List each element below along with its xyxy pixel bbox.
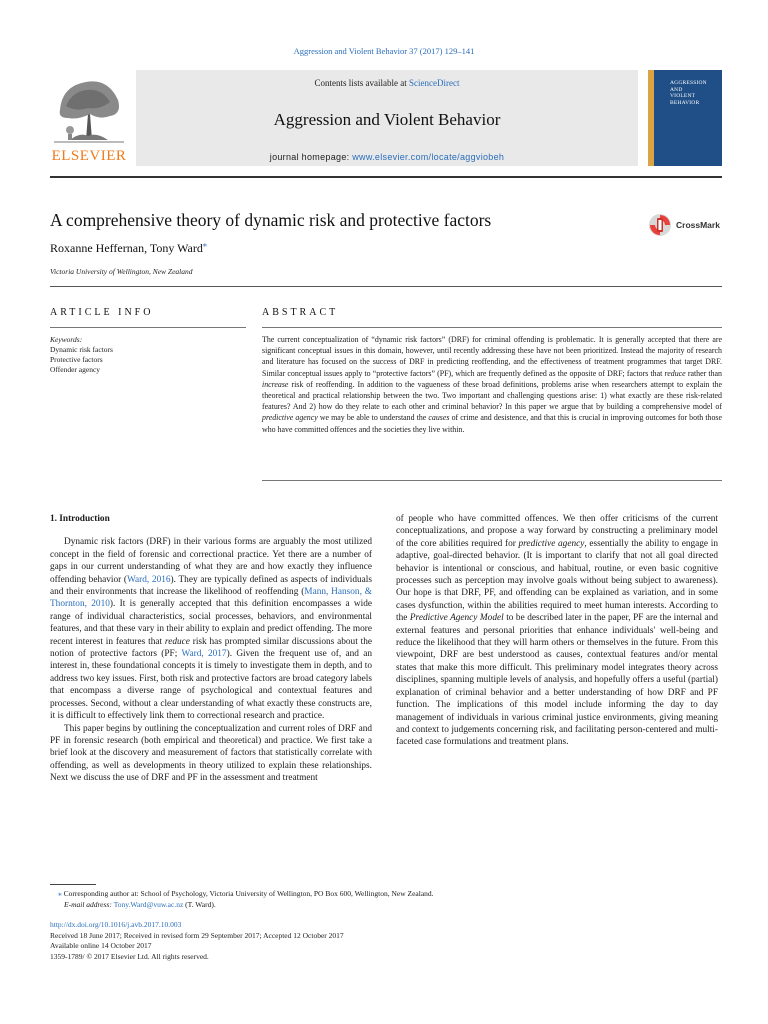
citation-link[interactable]: Mann, Hanson, & Thornton, 2010	[50, 587, 372, 610]
abstract-rule	[262, 327, 722, 328]
abstract-segment: of crime and desistence, and that this is crucial in improving outcomes for both those who have committed offences and the societies they live within.	[262, 413, 722, 434]
crossmark-icon	[648, 212, 672, 238]
body-text: risk has prompted similar discussions about the notion of protective factors (PF;	[50, 636, 372, 660]
elsevier-wordmark: ELSEVIER	[51, 148, 127, 164]
abstract-emphasis: causes	[428, 413, 450, 423]
abstract-emphasis: increase	[262, 379, 289, 389]
body-paragraph	[396, 513, 718, 749]
body-text: , essentially the ability to engage in adaptive, goal-directed behavior. (It is important to clarify that not all goal directed behavior is intentional or conscious, and habitual, routine, or even basic cognitive processes such as perception may involve goals without being subject to awareness). Our hope is that DRF, PF, and offending can be explained as variation, and in some cases dysfunction, within the abilities required to meet human interests. According to the	[396, 538, 718, 624]
citation-link[interactable]: Ward, 2016	[127, 574, 171, 585]
online-date: Available online 14 October 2017	[50, 941, 152, 950]
body-emphasis: reduce	[164, 636, 190, 647]
body-emphasis: Predictive Agency Model	[409, 613, 504, 624]
journal-homepage-line	[136, 152, 638, 162]
contents-prefix: Contents lists available at	[314, 78, 409, 88]
header-divider	[50, 286, 722, 287]
journal-cover-thumbnail[interactable]	[648, 70, 722, 166]
abstract-segment: risk of reoffending. In addition to the vagueness of these broad definitions, problems arise when researchers attempt to explain the theoretical and practical relationship between the two. Two important and challenging questions arise: 1) what exactly are these risk-related features? And 2) how do they relate to each other and criminal behavior? In this paper we argue that by building a comprehensive model of	[262, 379, 722, 412]
author-list	[50, 240, 207, 256]
authors-text: Roxanne Heffernan, Tony Ward	[50, 241, 203, 255]
elsevier-tree-icon	[50, 70, 128, 148]
body-paragraph: This paper begins by outlining the conceptualization and current roles of DRF and PF in forensic research (both empirical and theoretical) and practice. We first take a brief look at the discovery and measurement of factors that statistically correlate with offending, as well as developments in theory utilized to explain these relationships. Next we discuss the use of DRF and PF in the assessment and treatment	[50, 723, 372, 784]
copyright-line: 1359-1789/ © 2017 Elsevier Ltd. All rights reserved.	[50, 951, 209, 961]
keyword-item: Dynamic risk factors	[50, 345, 113, 354]
article-info-rule	[50, 327, 246, 328]
received-dates: Received 18 June 2017; Received in revised form 29 September 2017; Accepted 12 October 2017	[50, 930, 344, 940]
abstract-segment: The current conceptualization of “dynamic risk factors” (DRF) for criminal offending is problematic. It is generally accepted that there are significant conceptual issues in this domain, however, until recently addressing these have not been prioritized. Instead the majority of research and literature has focused on the success of DRF in predicting reoffending, and the effectiveness of treatment programmes that target DRF. Similar conceptual issues apply to “protective factors” (PF), which are frequently defined as the opposite of DRF; factors that	[262, 335, 722, 378]
abstract-text	[262, 334, 722, 435]
email-link[interactable]: Tony.Ward@vuw.ac.nz	[113, 900, 184, 909]
citation-link[interactable]: Ward, 2017	[181, 649, 227, 660]
crossmark-badge[interactable]	[648, 212, 722, 238]
footnote-line	[50, 888, 722, 899]
crossmark-label: CrossMark	[676, 220, 720, 230]
body-paragraph	[50, 536, 372, 722]
corresponding-author-footnote	[50, 888, 722, 910]
footnote-email-line	[50, 899, 722, 910]
body-emphasis: predictive agency	[518, 538, 585, 549]
doi-link[interactable]: http://dx.doi.org/10.1016/j.avb.2017.10.003	[50, 920, 182, 929]
elsevier-logo	[50, 70, 128, 166]
body-text: Dynamic risk factors (DRF) in their various forms are arguably the most utilized concept in the field of forensic and correctional practice. Yet there are a number of gaps in our current understanding of what they are and how exactly they influence offending behavior (	[50, 537, 372, 585]
article-info-heading: ARTICLE INFO	[50, 307, 154, 318]
sciencedirect-link[interactable]: ScienceDirect	[409, 78, 460, 88]
email-label: E-mail address:	[64, 900, 114, 909]
footnote-marker[interactable]: ⁎	[58, 889, 62, 898]
abstract-segment: we may be able to understand the	[317, 413, 429, 423]
article-title: A comprehensive theory of dynamic risk and protective factors	[50, 210, 492, 230]
keyword-item: Protective factors	[50, 355, 103, 364]
footnote-rule	[50, 884, 96, 885]
journal-reference-link[interactable]: Aggression and Violent Behavior 37 (2017) 129–141	[293, 46, 475, 56]
cover-title	[670, 80, 707, 106]
keywords-label: Keywords:	[50, 335, 83, 344]
abstract-segment: rather than	[685, 368, 722, 378]
body-column-right	[396, 513, 718, 749]
body-text: ). It is generally accepted that this definition encompasses a wide range of individual characteristics, social processes, behaviors, and environmental features, and that these vary in their ability to explain and predict offending. The more recent interest in features that	[50, 599, 372, 647]
journal-homepage-link[interactable]: www.elsevier.com/locate/aggviobeh	[352, 152, 505, 162]
publication-info	[50, 920, 722, 962]
body-text: ). They are typically defined as aspects of individuals and their environments that increase the likelihood of reoffending (	[50, 574, 372, 598]
masthead-divider	[50, 176, 722, 178]
cover-title-line: AGGRESSION	[670, 80, 707, 86]
body-text: to be described later in the paper, PF are the internal and external features and personal priorities that enhance individuals' well-being and reduce the likelihood that they will harm others or themselves in the future. From this viewpoint, DRF are best understood as causes, contextual features and/or mental states that make this more difficult. This preliminary model integrates theory across disciplines, spanning multiple levels of analysis, and hopefully offers a useful (partial) explanation of criminal behavior and a better understanding of how DRF and PF function. The implications of this model include informing the day to day management of individuals in various criminal justice environments, giving meaning and context to judgements concerning risk, and facilitating person-centered and multi-faceted case formulations and treatment plans.	[396, 613, 718, 748]
journal-masthead	[50, 70, 722, 166]
homepage-prefix: journal homepage:	[269, 152, 353, 162]
body-text: ). Given the frequent use of, and an interest in, these foundational concepts it is timely to investigate them in depth, and to address two key issues. First, both risk and protective factors are broad category labels that encompass a diverse range of psychological and contextual features and processes. Second, without a clear understanding of what exactly these constructs are, it is difficult to effectively link them to correctional research and practice.	[50, 649, 372, 722]
body-text: of people who have committed offences. We then offer criticisms of the current conceptualizations, and propose a way forward by constructing a preliminary model of the core abilities required for	[396, 514, 718, 549]
contents-line	[136, 78, 638, 88]
footnote-text: Corresponding author at: School of Psychology, Victoria University of Wellington, PO Box 600, Wellington, New Zealand.	[63, 889, 434, 898]
abstract-end-rule	[262, 480, 722, 481]
cover-stripe	[648, 70, 654, 166]
keywords-block	[50, 335, 246, 375]
author-affiliation: Victoria University of Wellington, New Zealand	[50, 267, 193, 276]
corresponding-author-marker[interactable]: ⁎	[202, 240, 207, 249]
body-column-left	[50, 513, 372, 785]
email-suffix: (T. Ward).	[183, 900, 216, 909]
keyword-item: Offender agency	[50, 365, 101, 374]
section-heading-introduction: 1. Introduction	[50, 514, 110, 524]
cover-title-line: BEHAVIOR	[670, 99, 700, 106]
masthead-center	[136, 70, 638, 166]
abstract-emphasis: predictive agency	[262, 413, 318, 423]
cover-title-line: VIOLENT	[670, 93, 696, 99]
cover-title-line: AND	[670, 86, 683, 93]
abstract-heading: ABSTRACT	[262, 307, 339, 318]
masthead-journal-title: Aggression and Violent Behavior	[273, 110, 501, 129]
abstract-emphasis: reduce	[664, 368, 686, 378]
